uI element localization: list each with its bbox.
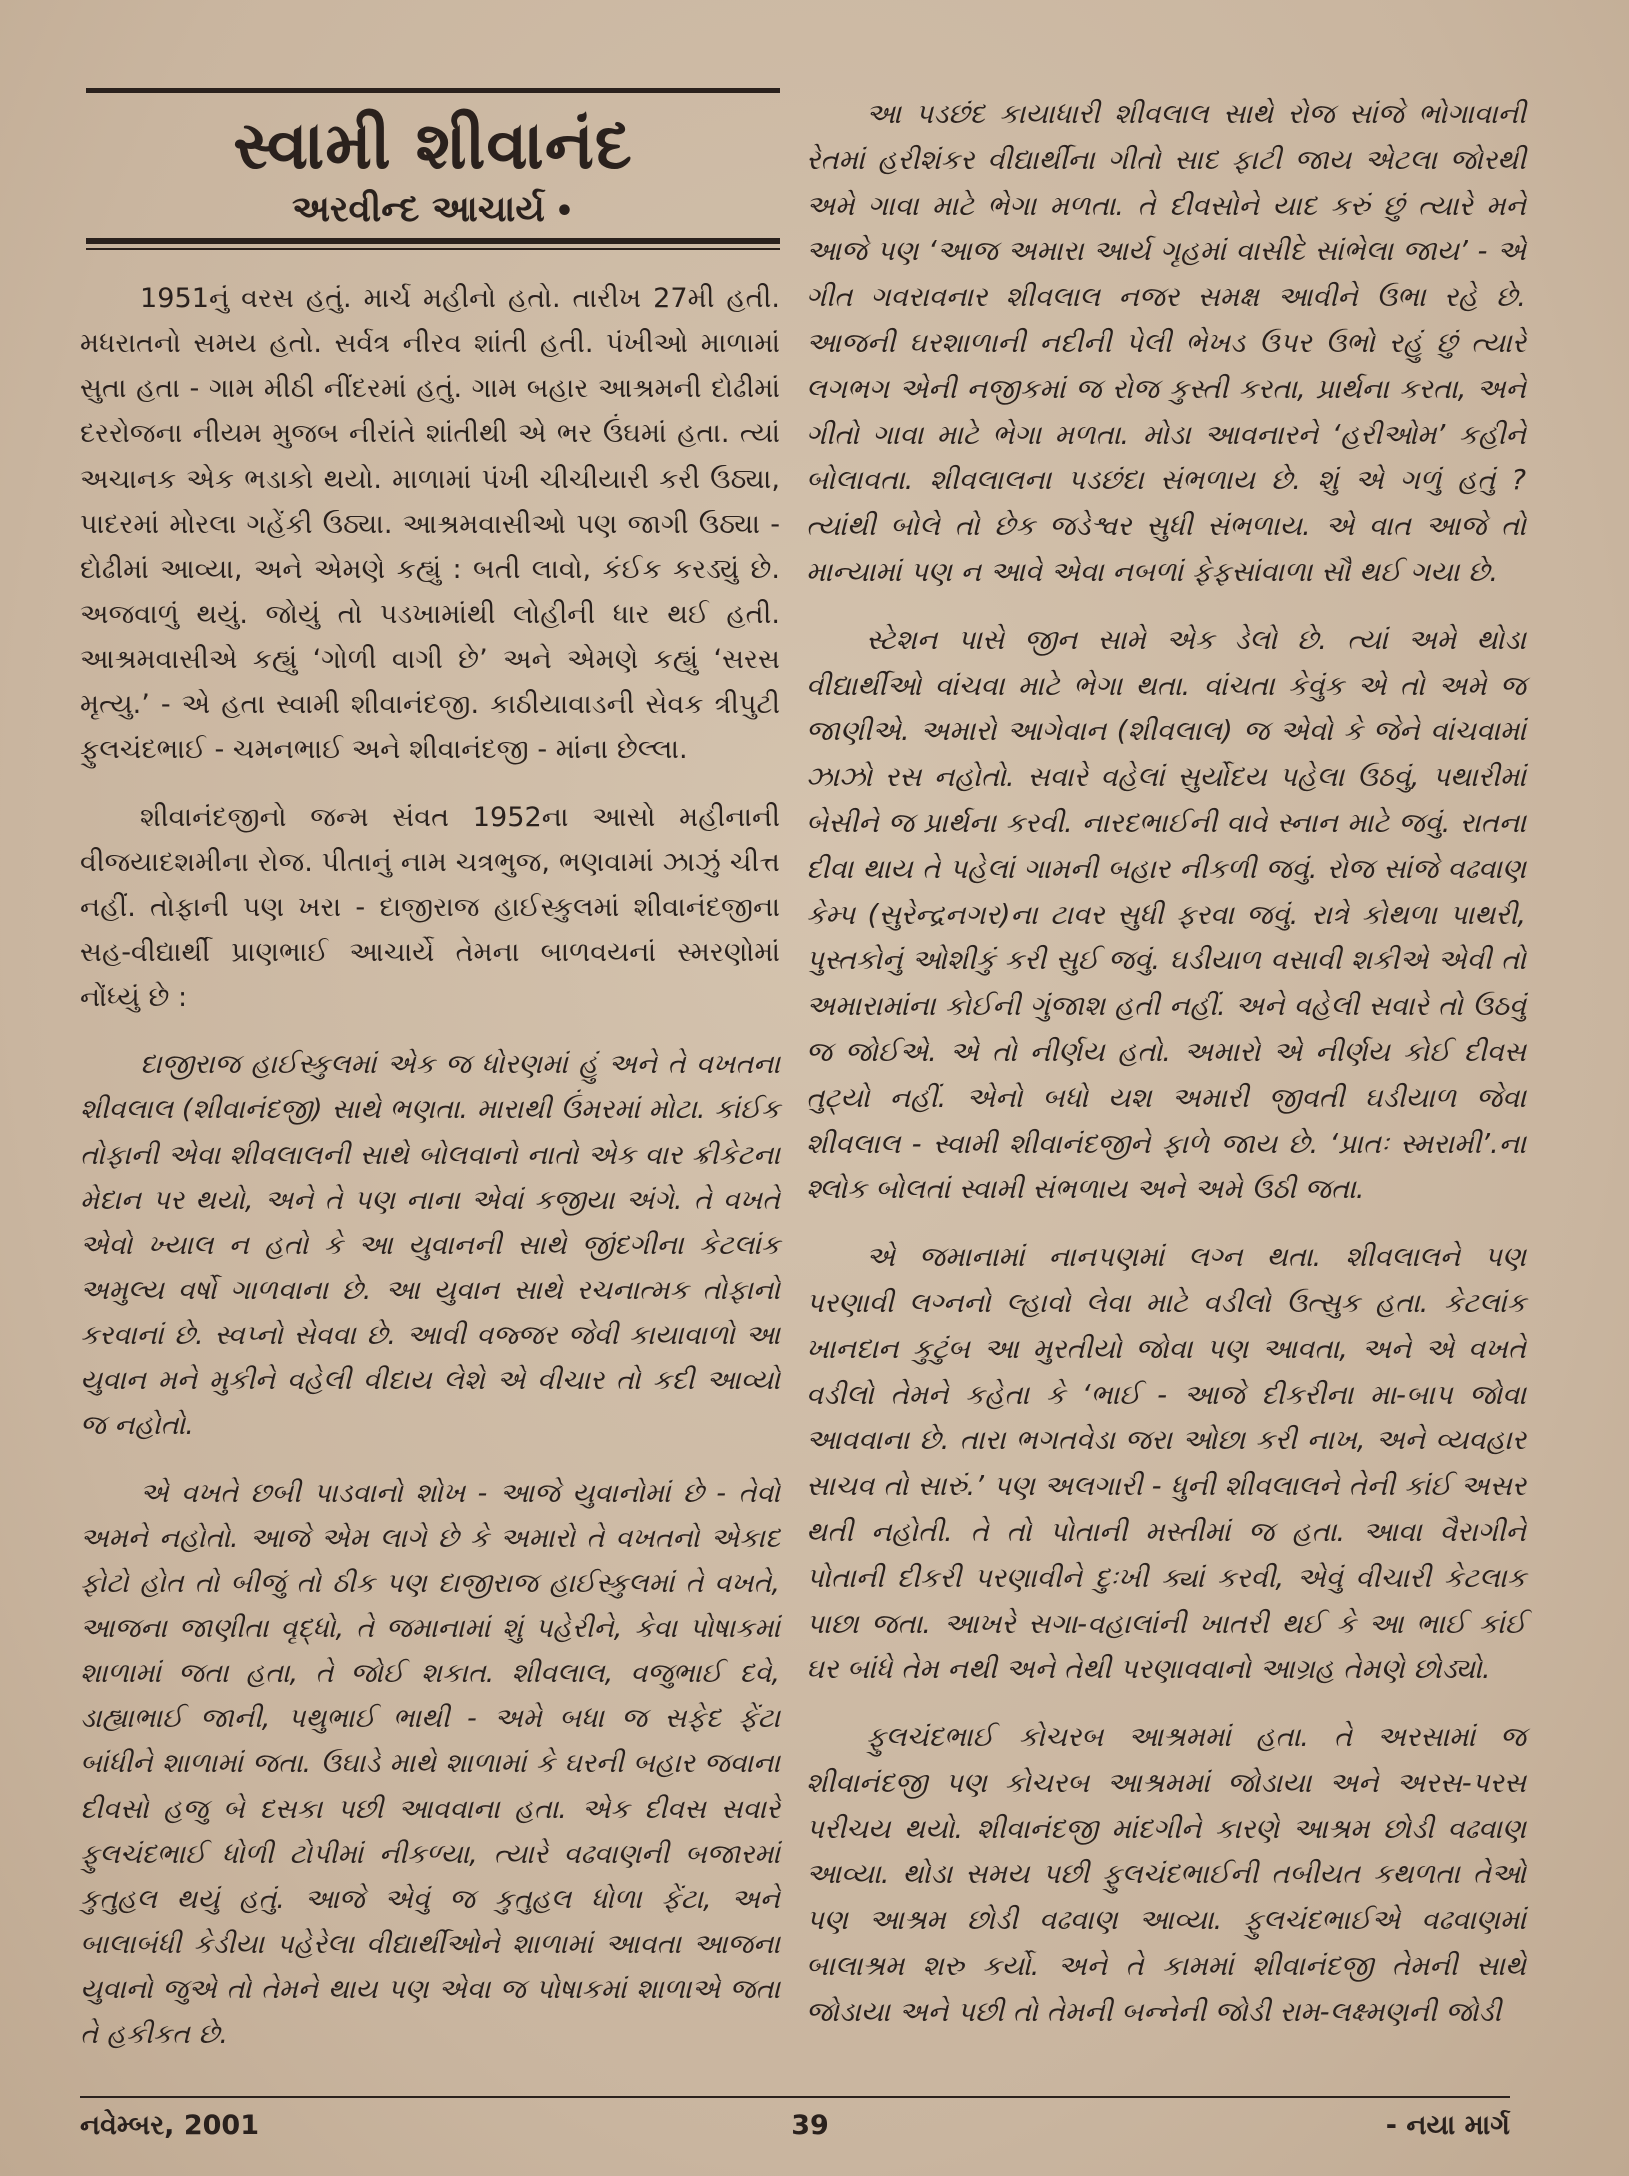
quote-paragraph: એ જમાનામાં નાનપણમાં લગ્ન થતા. શીવલાલને પણ પરણાવી લગ્નનો લ્હાવો લેવા માટે વડીલો ઉત્સુક હતા. કેટલાંક ખાનદાન કુટુંબ આ મુરતીયો જોવા પણ આવતા, અને એ વખતે વડીલો તેમને કહેતા કે ‘ભાઈ - આજે દીકરીના મા-બાપ જોવા આવવાના છે. તારા ભગતવેડા જરા ઓછા કરી નાખ, અને વ્યવહાર સાચવ તો સારું.’ પણ અલગારી - ધુની શીવલાલને તેની કાંઈ અસર થતી નહોતી. તે તો પોતાની મસ્તીમાં જ હતા. આવા વૈરાગીને પોતાની દીકરી પરણાવીને દુઃખી ક્યાં કરવી, એવું વીચારી કેટલાક પાછા જતા. આખરે સગા-વહાલાંની ખાતરી થઈ કે આ ભાઈ કાંઈ ઘર બાંધે તેમ નથી અને તેથી પરણાવવાનો આગ્રહ તેમણે છોડ્યો. — [806, 1241, 1526, 1686]
footer-magazine-name: - નયા માર્ગ — [1385, 2110, 1510, 2141]
left-column — [80, 276, 780, 2057]
article-title: સ્વામી શીવાનંદ — [233, 107, 633, 184]
author-mark: • — [554, 194, 575, 229]
title-bottom-rule-thin — [86, 248, 780, 250]
quote-paragraph: એ વખતે છબી પાડવાનો શોખ - આજે યુવાનોમાં છે - તેવો અમને નહોતો. આજે એમ લાગે છે કે અમારો તે વખતનો એકાદ ફોટો હોત તો બીજું તો ઠીક પણ દાજીરાજ હાઈસ્કુલમાં તે વખતે, આજના જાણીતા વૃદ્ધો, તે જમાનામાં શું પહેરીને, કેવા પોષાકમાં શાળામાં જતા હતા, તે જોઈ શકાત. શીવલાલ, વજુભાઈ દવે, ડાહ્યાભાઈ જાની, પથુભાઈ ભાથી - અમે બધા જ સફેદ ફેંટા બાંધીને શાળામાં જતા. ઉઘાડે માથે શાળામાં કે ઘરની બહાર જવાના દીવસો હજુ બે દસકા પછી આવવાના હતા. એક દીવસ સવારે ફુલચંદભાઈ ધોળી ટોપીમાં નીકળ્યા, ત્યારે વઢવાણની બજારમાં કુતુહલ થયું હતું. આજે એવું જ કુતુહલ ધોળા ફેંટા, અને બાલાબંધી કેડીયા પહેરેલા વીદ્યાર્થીઓને શાળામાં આવતા આજના યુવાનો જુએ તો તેમને થાય પણ એવા જ પોષાકમાં શાળાએ જતા તે હકીકત છે. — [80, 1477, 780, 2051]
article-author — [86, 186, 780, 236]
title-bottom-rule-thick — [86, 238, 780, 244]
quote-paragraph: દાજીરાજ હાઈસ્કુલમાં એક જ ધોરણમાં હું અને તે વખતના શીવલાલ (શીવાનંદજી) સાથે ભણતા. મારાથી ઉંમરમાં મોટા. કાંઈક તોફાની એવા શીવલાલની સાથે બોલવાનો નાતો એક વાર ક્રીકેટના મેદાન પર થયો, અને તે પણ નાના એવાં કજીયા અંગે. તે વખતે એવો ખ્યાલ ન હતો કે આ યુવાનની સાથે જીંદગીના કેટલાંક અમુલ્ય વર્ષો ગાળવાના છે. આ યુવાન સાથે રચનાત્મક તોફાનો કરવાનાં છે. સ્વપ્નો સેવવા છે. આવી વજ્જર જેવી કાયાવાળો આ યુવાન મને મુકીને વહેલી વીદાય લેશે એ વીચાર તો કદી આવ્યો જ નહોતો. — [80, 1049, 780, 1442]
quote-paragraph: સ્ટેશન પાસે જીન સામે એક ડેલો છે. ત્યાં અમે થોડા વીદ્યાર્થીઓ વાંચવા માટે ભેગા થતા. વાંચતા કેવુંક એ તો અમે જ જાણીએ. અમારો આગેવાન (શીવલાલ) જ એવો કે જેને વાંચવામાં ઝાઝો રસ નહોતો. સવારે વહેલાં સુર્યોદય પહેલા ઉઠવું, પથારીમાં બેસીને જ પ્રાર્થના કરવી. નારદભાઈની વાવે સ્નાન માટે જવું. રાતના દીવા થાય તે પહેલાં ગામની બહાર નીકળી જવું. રોજ સાંજે વઢવાણ કેમ્પ (સુરેન્દ્રનગર)ના ટાવર સુધી ફરવા જવું. રાત્રે કોથળા પાથરી, પુસ્તકોનું ઓશીકું કરી સુઈ જવું. ઘડીયાળ વસાવી શકીએ એવી તો અમારામાંના કોઈની ગુંજાશ હતી નહીં. અને વહેલી સવારે તો ઉઠવું જ જોઈએ. એ તો નીર્ણય હતો. અમારો એ નીર્ણય કોઈ દીવસ તુટ્યો નહીં. એનો બધો યશ અમારી જીવતી ઘડીયાળ જેવા શીવલાલ - સ્વામી શીવાનંદજીને ફાળે જાય છે. ‘પ્રાતઃ સ્મરામી’.ના શ્લોક બોલતાં સ્વામી સંભળાય અને અમે ઉઠી જતા. — [806, 623, 1526, 1206]
right-column — [806, 92, 1526, 2036]
quote-paragraph: આ પડછંદ કાયાધારી શીવલાલ સાથે રોજ સાંજે ભોગાવાની રેતમાં હરીશંકર વીદ્યાર્થીના ગીતો સાદ ફાટી જાય એટલા જોરથી અમે ગાવા માટે ભેગા મળતા. તે દીવસોને યાદ કરું છું ત્યારે મને આજે પણ ‘આજ અમારા આર્ય ગૃહમાં વાસીદે સાંભેલા જાય’ - એ ગીત ગવરાવનાર શીવલાલ નજર સમક્ષ આવીને ઉભા રહે છે. આજની ઘરશાળાની નદીની પેલી ભેખડ ઉપર ઉભો રહું છું ત્યારે લગભગ એની નજીકમાં જ રોજ કુસ્તી કરતા, પ્રાર્થના કરતા, અને ગીતો ગાવા માટે ભેગા મળતા. મોડા આવનારને ‘હરીઓમ’ કહીને બોલાવતા. શીવલાલના પડછંદા સંભળાય છે. શું એ ગળું હતું ? ત્યાંથી બોલે તો છેક જડેશ્વર સુધી સંભળાય. એ વાત આજે તો માન્યામાં પણ ન આવે એવા નબળાં ફેફસાંવાળા સૌ થઈ ગયા છે. — [806, 98, 1526, 588]
quote-paragraph: ફુલચંદભાઈ કોચરબ આશ્રમમાં હતા. તે અરસામાં જ શીવાનંદજી પણ કોચરબ આશ્રમમાં જોડાયા અને અરસ-પરસ પરીચય થયો. શીવાનંદજી માંદગીને કારણે આશ્રમ છોડી વઢવાણ આવ્યા. થોડા સમય પછી ફુલચંદભાઈની તબીયત કથળતા તેઓ પણ આશ્રમ છોડી વઢવાણ આવ્યા. ફુલચંદભાઈએ વઢવાણમાં બાલાશ્રમ શરુ કર્યો. અને તે કામમાં શીવાનંદજી તેમની સાથે જોડાયા અને પછી તો તેમની બન્નેની જોડી રામ-લક્ષ્મણની જોડી — [806, 1721, 1526, 2028]
paragraph: 1951નું વરસ હતું. માર્ચ મહીનો હતો. તારીખ 27મી હતી. મધરાતનો સમય હતો. સર્વત્ર નીરવ શાંતી હતી. પંખીઓ માળામાં સુતા હતા - ગામ મીઠી નીંદરમાં હતું. ગામ બહાર આશ્રમની દોઢીમાં દરરોજના નીયમ મુજબ નીરાંતે શાંતીથી એ ભર ઉંઘમાં હતા. ત્યાં અચાનક એક ભડાકો થયો. માળામાં પંખી ચીચીયારી કરી ઉઠ્યા, પાદરમાં મોરલા ગહેંકી ઉઠ્યા. આશ્રમવાસીઓ પણ જાગી ઉઠ્યા - દોઢીમાં આવ્યા, અને એમણે કહ્યું : બતી લાવો, કંઈક કરડ્યું છે. અજવાળું થયું. જોયું તો પડખામાંથી લોહીની ધાર થઈ હતી. આશ્રમવાસીએ કહ્યું ‘ગોળી વાગી છે’ અને એમણે કહ્યું ‘સરસ મૃત્યુ.’ - એ હતા સ્વામી શીવાનંદજી. કાઠીયાવાડની સેવક ત્રીપુટી ફુલચંદભાઈ - ચમનભાઈ અને શીવાનંદજી - માંના છેલ્લા. — [80, 283, 780, 766]
footer-page-number: 39 — [791, 2110, 829, 2141]
footer-rule — [80, 2096, 1510, 2098]
footer-date: નવેમ્બર, 2001 — [80, 2110, 259, 2141]
paragraph: શીવાનંદજીનો જન્મ સંવત 1952ના આસો મહીનાની વીજયાદશમીના રોજ. પીતાનું નામ ચત્રભુજ, ભણવામાં ઝાઝું ચીત્ત નહીં. તોફાની પણ ખરા - દાજીરાજ હાઈસ્કુલમાં શીવાનંદજીના સહ-વીદ્યાર્થી પ્રાણભાઈ આચાર્યે તેમના બાળવયનાં સ્મરણોમાં નોંધ્યું છે : — [80, 801, 780, 1014]
title-top-rule — [86, 88, 780, 93]
author-name: અરવીન્દ આચાર્ય — [291, 189, 545, 230]
